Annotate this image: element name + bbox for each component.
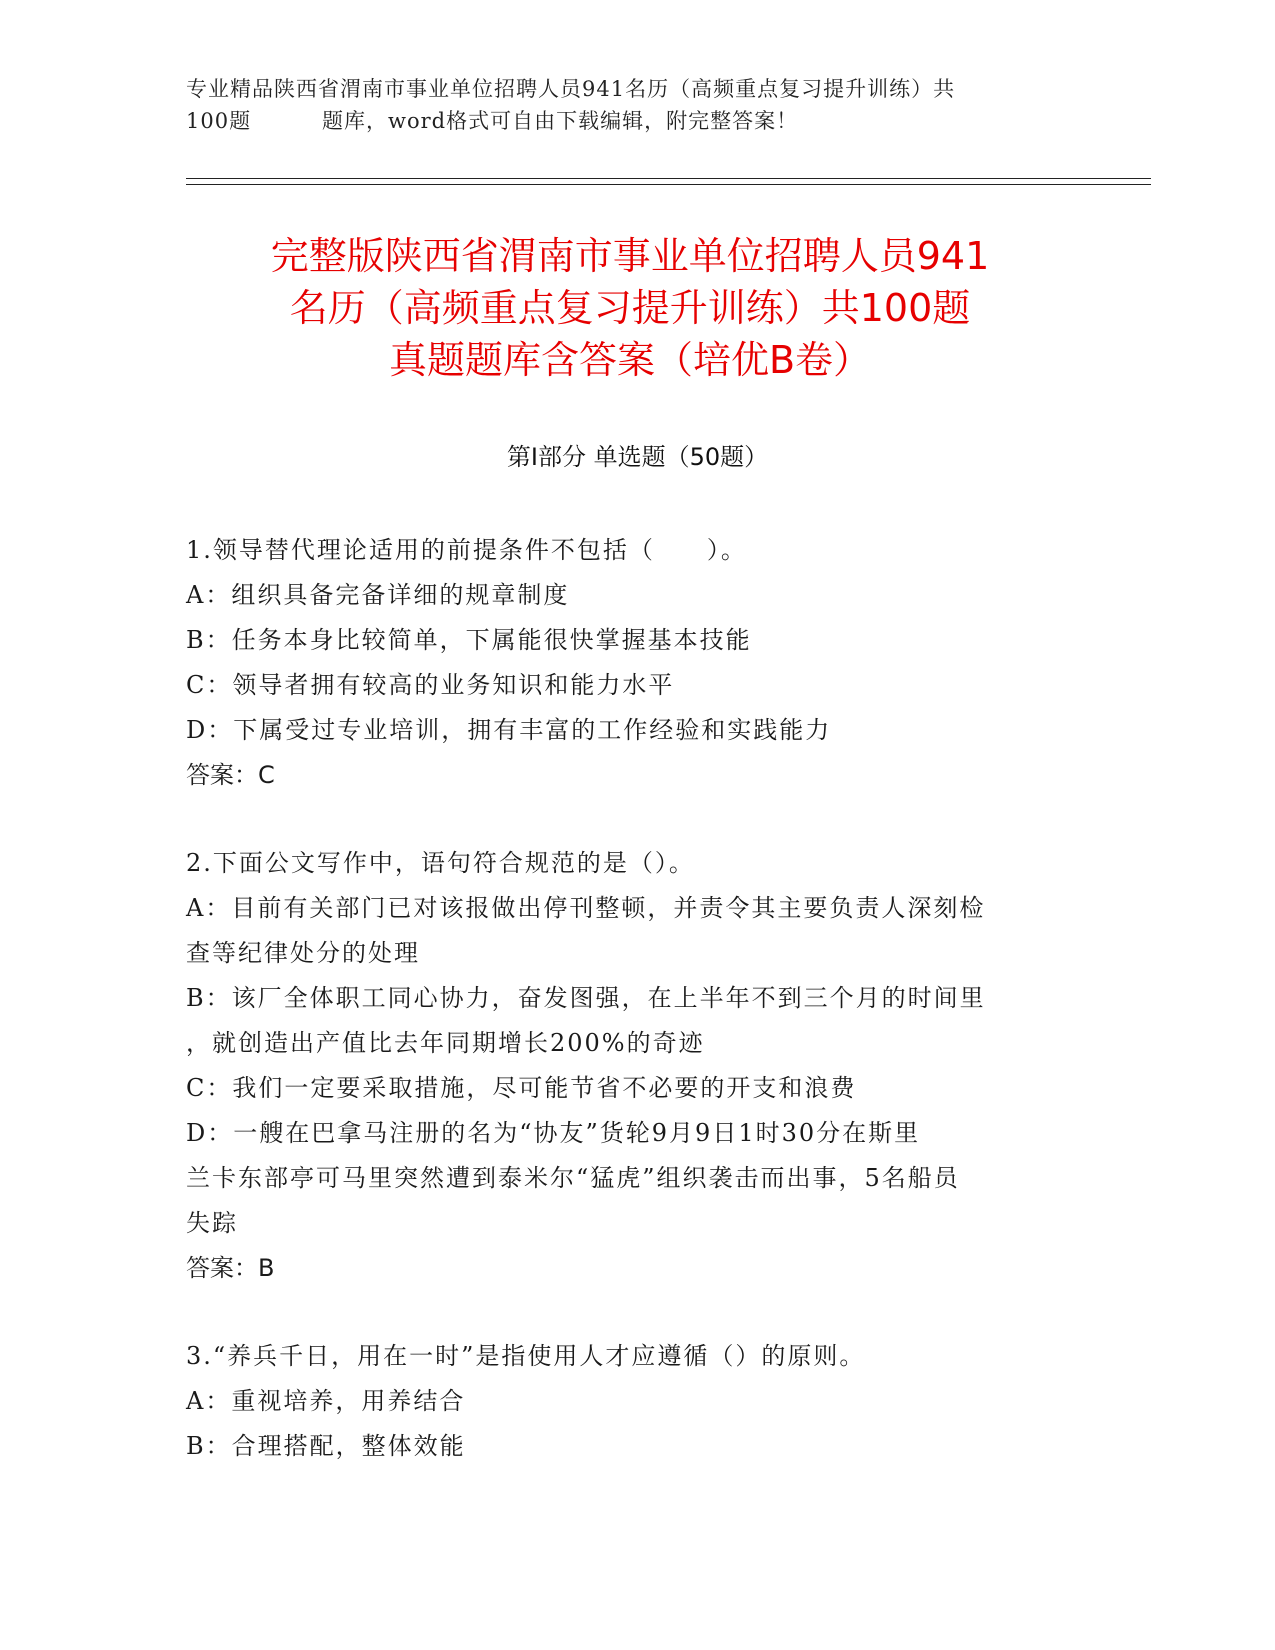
title-line-1: 完整版陕西省渭南市事业单位招聘人员941	[270, 234, 990, 278]
question-block	[186, 528, 1076, 798]
title-line-2: 名历（高频重点复习提升训练）共100题	[289, 286, 971, 330]
question-answer: 答案：B	[186, 1254, 275, 1282]
question-block	[186, 841, 1076, 1291]
page-header-line-1: 专业精品陕西省渭南市事业单位招聘人员941名历（高频重点复习提升训练）共	[186, 77, 956, 101]
question-option: B：任务本身比较简单，下属能很快掌握基本技能	[186, 626, 752, 654]
question-block	[186, 1334, 1076, 1469]
question-stem: 2.下面公文写作中，语句符合规范的是（）。	[186, 849, 695, 877]
header-prefix: 100题	[186, 109, 252, 133]
header-divider-top	[186, 178, 1151, 179]
question-option: D：一艘在巴拿马注册的名为“协友”货轮9月9日1时30分在斯里	[186, 1119, 921, 1147]
question-option: D：下属受过专业培训，拥有丰富的工作经验和实践能力	[186, 716, 832, 744]
question-option: 查等纪律处分的处理	[186, 939, 420, 967]
question-option: 失踪	[186, 1209, 238, 1237]
page-header-line-2	[186, 106, 1046, 136]
question-option: C：领导者拥有较高的业务知识和能力水平	[186, 671, 675, 699]
question-stem: 3.“养兵千日，用在一时”是指使用人才应遵循（）的原则。	[186, 1342, 866, 1370]
header-rest: 题库，word格式可自由下载编辑，附完整答案！	[322, 109, 799, 133]
question-option: C：我们一定要采取措施，尽可能节省不必要的开支和浪费	[186, 1074, 857, 1102]
document-title	[140, 230, 1120, 386]
question-option: A：目前有关部门已对该报做出停刊整顿，并责令其主要负责人深刻检	[186, 894, 986, 922]
title-line-3: 真题题库含答案（培优B卷）	[388, 338, 872, 382]
question-list	[186, 528, 1076, 1512]
header-divider-bottom	[186, 184, 1151, 185]
question-option: A：组织具备完备详细的规章制度	[186, 581, 570, 609]
question-answer: 答案：C	[186, 761, 275, 789]
question-option: B：该厂全体职工同心协力，奋发图强，在上半年不到三个月的时间里	[186, 984, 986, 1012]
question-stem: 1.领导替代理论适用的前提条件不包括（ ）。	[186, 536, 747, 564]
section-heading: 第Ⅰ部分 单选题（50题）	[506, 443, 769, 471]
question-option: B：合理搭配，整体效能	[186, 1432, 466, 1460]
question-option: 兰卡东部亭可马里突然遭到泰米尔“猛虎”组织袭击而出事，5名船员	[186, 1164, 960, 1192]
question-option: A：重视培养，用养结合	[186, 1387, 466, 1415]
question-option: ，就创造出产值比去年同期增长200%的奇迹	[186, 1029, 705, 1057]
